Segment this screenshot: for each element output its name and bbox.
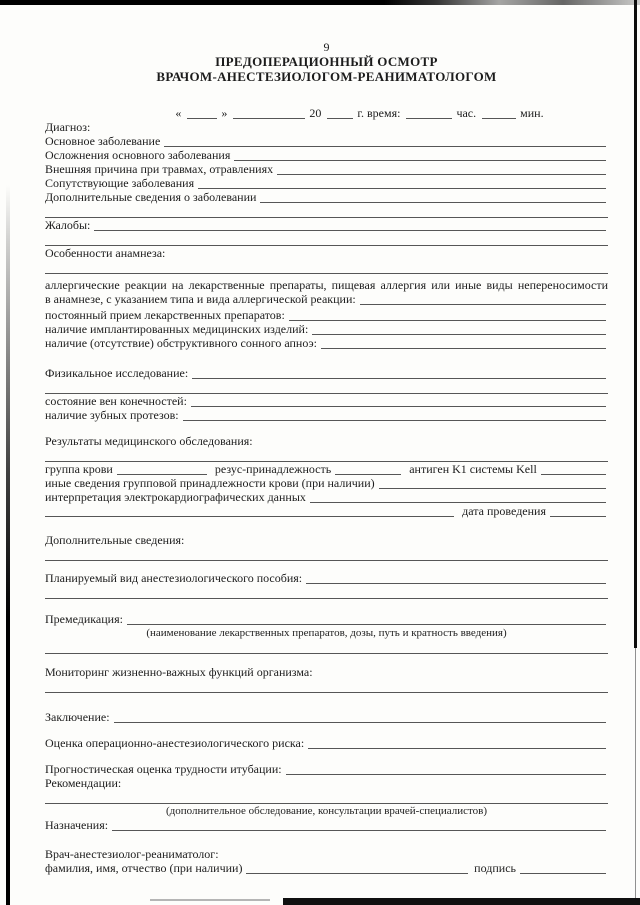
physical-exam-row	[45, 366, 608, 380]
allergy-field	[360, 302, 606, 305]
anamnesis-heading: Особенности анамнеза:	[45, 246, 166, 260]
other-blood-info-field	[379, 486, 606, 489]
allergy-label: в анамнезе, с указанием типа и вида аллергической реакции:	[45, 292, 356, 306]
anamnesis-heading-row	[45, 246, 608, 260]
time-label: г. время:	[357, 106, 401, 120]
complaints-field	[94, 228, 606, 231]
form-title-line2: ВРАЧОМ-АНЕСТЕЗИОЛОГОМ-РЕАНИМАТОЛОГОМ	[156, 69, 497, 84]
form-title-line1: ПРЕДОПЕРАЦИОННЫЙ ОСМОТР	[215, 54, 438, 69]
year-field	[327, 116, 353, 119]
external-cause-row	[45, 162, 608, 176]
anesthesia-plan-row	[45, 571, 608, 585]
medications-label: постоянный прием лекарственных препаратов:	[45, 308, 285, 322]
blank-line	[45, 380, 608, 394]
allergy-row	[45, 292, 608, 306]
blank-line	[45, 547, 608, 561]
additional-disease-info-label: Дополнительные сведения о заболевании	[45, 190, 257, 204]
blood-group-label: группа крови	[45, 462, 113, 476]
minutes-label: мин.	[520, 106, 544, 120]
month-field	[233, 116, 305, 119]
veins-row	[45, 394, 608, 408]
anesthesia-plan-label: Планируемый вид анестезиологического пособия:	[45, 571, 303, 585]
intubation-field	[286, 772, 606, 775]
medications-field	[289, 318, 606, 321]
recommendations-caption: (дополнительное обследование, консультации врачей-специалистов)	[165, 805, 488, 817]
exam-results-heading-row	[45, 434, 608, 448]
scan-artifact-right-line-lower	[635, 648, 636, 905]
complications-label: Осложнения основного заболевания	[45, 148, 231, 162]
main-disease-label: Основное заболевание	[45, 134, 161, 148]
prescriptions-field	[112, 828, 606, 831]
intubation-label: Прогностическая оценка трудности итубации:	[45, 762, 282, 776]
signature-label: подпись	[474, 861, 516, 875]
doctor-title-row	[45, 847, 608, 861]
quote-open-label: «	[175, 106, 182, 120]
apnea-row	[45, 336, 608, 350]
doctor-name-field	[246, 871, 468, 874]
apnea-field	[321, 346, 606, 349]
external-cause-field	[277, 172, 606, 175]
scan-artifact-right-line	[634, 0, 637, 648]
premedication-row	[45, 612, 608, 626]
dentures-field	[183, 418, 606, 421]
kell-label: антиген K1 системы Kell	[409, 462, 537, 476]
blank-line	[45, 679, 608, 693]
main-disease-field	[164, 144, 606, 147]
physical-exam-label: Физикальное исследование:	[45, 366, 189, 380]
complaints-row	[45, 218, 608, 232]
risk-label: Оценка операционно-анестезиологического риска:	[45, 736, 305, 750]
quote-close-label: »	[221, 106, 228, 120]
anesthesia-plan-field	[306, 581, 606, 584]
blank-line	[45, 790, 608, 804]
ecg-label: интерпретация электрокардиографических данных	[45, 490, 306, 504]
diagnosis-heading: Диагноз:	[45, 120, 91, 134]
complications-field	[234, 158, 606, 161]
medications-row	[45, 308, 608, 322]
doctor-name-row	[45, 861, 608, 875]
concomitant-label: Сопутствующие заболевания	[45, 176, 195, 190]
blank-line	[45, 232, 608, 246]
premedication-caption: (наименование лекарственных препаратов, дозы, путь и кратность введения)	[146, 627, 507, 639]
blank-line	[45, 260, 608, 274]
scan-artifact-bottom-bar	[283, 898, 640, 905]
blank-line	[45, 640, 608, 654]
conclusion-label: Заключение:	[45, 710, 110, 724]
blank-line	[45, 448, 608, 462]
diagnosis-heading-row	[45, 120, 608, 134]
additional-disease-info-row	[45, 190, 608, 204]
allergy-paragraph-line1: аллергические реакции на лекарственные препараты, пищевая аллергия или иные виды непереносимости	[45, 278, 608, 292]
ecg-field-continuation	[45, 514, 454, 517]
other-blood-info-label: иные сведения групповой принадлежности крови (при наличии)	[45, 476, 375, 490]
main-disease-row	[45, 134, 608, 148]
external-cause-label: Внешняя причина при травмах, отравлениях	[45, 162, 274, 176]
complaints-label: Жалобы:	[45, 218, 91, 232]
blood-group-row	[45, 462, 608, 476]
signature-field	[520, 871, 606, 874]
doctor-title-label: Врач-анестезиолог-реаниматолог:	[45, 847, 219, 861]
rh-label: резус-принадлежность	[214, 462, 332, 476]
ecg-date-field	[550, 514, 606, 517]
blank-line	[45, 204, 608, 218]
additional-info-heading-row	[45, 533, 608, 547]
dentures-label: наличие зубных протезов:	[45, 408, 179, 422]
date-time-line	[111, 106, 608, 120]
other-blood-info-row	[45, 476, 608, 490]
monitoring-label: Мониторинг жизненно-важных функций организма:	[45, 665, 313, 679]
blood-group-field	[117, 472, 207, 475]
additional-disease-info-field	[260, 200, 606, 203]
implants-row	[45, 322, 608, 336]
implants-label: наличие имплантированных медицинских изделий:	[45, 322, 309, 336]
year-prefix-label: 20	[309, 106, 322, 120]
form-content	[45, 0, 608, 875]
prescriptions-row	[45, 818, 608, 832]
dentures-row	[45, 408, 608, 422]
exam-results-heading: Результаты медицинского обследования:	[45, 434, 253, 448]
page-number: 9	[323, 40, 330, 54]
scan-artifact-bottom-dash	[150, 899, 270, 901]
hours-field	[406, 116, 452, 119]
concomitant-row	[45, 176, 608, 190]
concomitant-field	[198, 186, 606, 189]
implants-field	[312, 332, 606, 335]
risk-field	[308, 746, 606, 749]
ecg-row	[45, 490, 608, 504]
ecg-field	[310, 500, 606, 503]
conclusion-field	[114, 720, 606, 723]
intubation-row	[45, 762, 608, 776]
hours-label: час.	[456, 106, 477, 120]
ecg-date-row	[45, 504, 608, 518]
apnea-label: наличие (отсутствие) обструктивного сонного апноэ:	[45, 336, 317, 350]
physical-exam-field	[192, 376, 606, 379]
additional-info-heading: Дополнительные сведения:	[45, 533, 185, 547]
minutes-field	[482, 116, 516, 119]
veins-label: состояние вен конечностей:	[45, 394, 187, 408]
veins-field	[191, 404, 606, 407]
recommendations-heading-row	[45, 776, 608, 790]
recommendations-label: Рекомендации:	[45, 776, 122, 790]
blank-line	[45, 585, 608, 599]
ecg-date-label: дата проведения	[462, 504, 546, 518]
doctor-name-label: фамилия, имя, отчество (при наличии)	[45, 861, 243, 875]
prescriptions-label: Назначения:	[45, 818, 109, 832]
conclusion-row	[45, 710, 608, 724]
risk-row	[45, 736, 608, 750]
scan-artifact-left-line	[6, 185, 10, 905]
premedication-label: Премедикация:	[45, 612, 123, 626]
complications-row	[45, 148, 608, 162]
day-field	[187, 116, 217, 119]
rh-field	[335, 472, 401, 475]
monitoring-heading-row	[45, 665, 608, 679]
premedication-field	[127, 622, 606, 625]
kell-field	[541, 472, 606, 475]
